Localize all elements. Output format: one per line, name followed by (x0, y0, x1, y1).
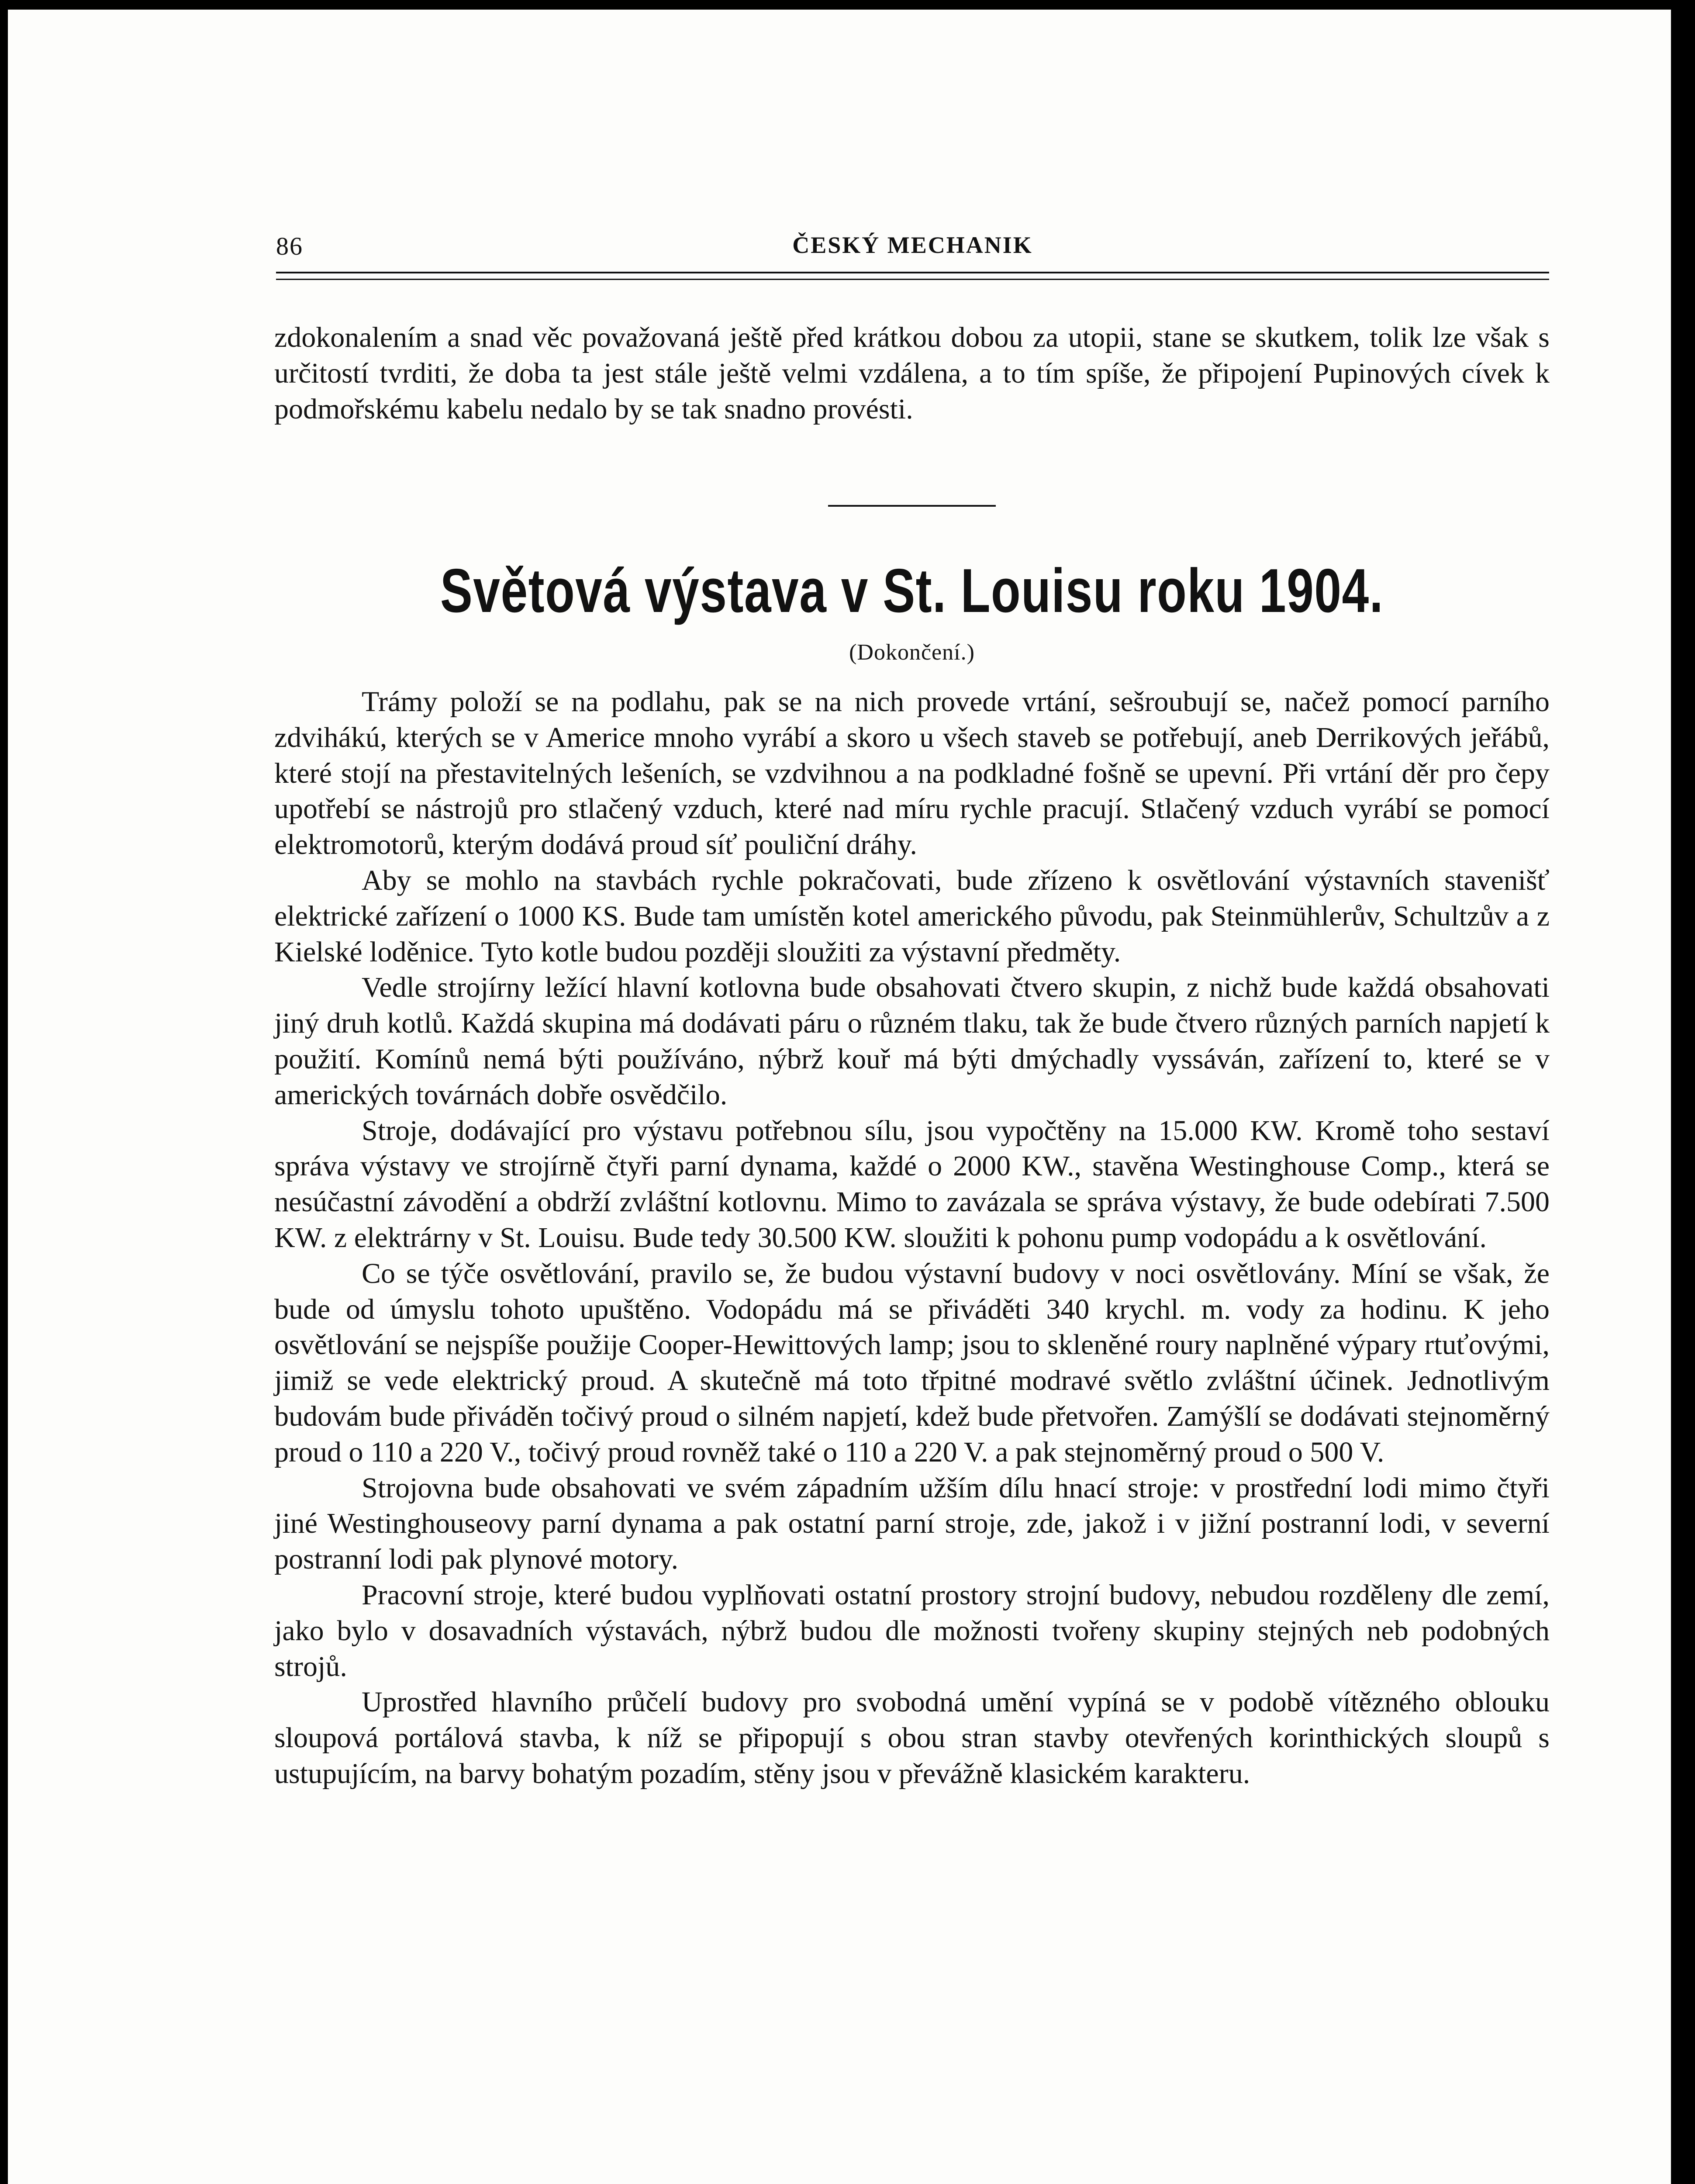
paragraph: Vedle strojírny ležící hlavní kotlovna bude obsahovati čtvero skupin, z nichž bude každá obsahovati jiný druh kotlů. Každá skupina má dodávati páru o různém tlaku, tak že bude čtvero různých parních napjetí k použití. Komínů nemá býti používáno, nýbrž kouř má býti dmýchadly vyssáván, zařízení to, které se v amerických továrnách dobře osvědčilo. (274, 971, 1550, 1111)
scan-border (1678, 0, 1695, 2184)
paragraph: Trámy položí se na podlahu, pak se na nich provede vrtání, sešroubují se, načež pomocí parního zdvihákú, kterých se v Americe mnoho vyrábí a skoro u všech staveb se potřebují, aneb Derrikových jeřábů, které stojí na přestavitelných lešeních, se vzdvihnou a na podkladné fošně se upevní. Při vrtání děr pro čepy upotřebí se nástrojů pro stlačený vzduch, které nad míru rychle pracují. Stlačený vzduch vyrábí se pomocí elektromotorů, kterým dodává proud síť pouliční dráhy. (274, 686, 1550, 861)
paragraph: Pracovní stroje, které budou vyplňovati ostatní prostory strojní budovy, nebudou rozděleny dle zemí, jako bylo v dosavadních výstavách, nýbrž budou dle možnosti tvořeny skupiny stejných neb podobných strojů. (274, 1579, 1550, 1683)
paragraph: Co se týče osvětlování, pravilo se, že budou výstavní budovy v noci osvětlovány. Míní se však, že bude od úmyslu tohoto upuštěno. Vodopádu má se přiváděti 340 krychl. m. vody za hodinu. K jeho osvětlování se nejspíše použije Cooper-Hewittových lamp; jsou to skleněné roury naplněné výpary rtuťovými, jimiž se vede elektrický proud. A skutečně má toto třpitné modravé světlo zvláštní účinek. Jednotlivým budovám bude přiváděn točivý proud o silném napjetí, kdež bude přetvořen. Zamýšlí se dodávati stejnoměrný proud o 110 a 220 V., točivý proud rovněž také o 110 a 220 V. a pak stejnoměrný proud o 500 V. (274, 1257, 1550, 1468)
article-body (274, 684, 1550, 1792)
running-title: ČESKÝ MECHANIK (792, 232, 1033, 258)
article-subtitle: (Dokončení.) (849, 640, 975, 665)
header-rule-secondary (276, 279, 1549, 280)
paragraph: Uprostřed hlavního průčelí budovy pro svobodná umění vypíná se v podobě vítězného oblouku sloupová portálová stavba, k níž se připopují s obou stran stavby otevřených korinthických sloupů s ustupujícím, na barvy bohatým pozadím, stěny jsou v převážně klasickém karakteru. (274, 1686, 1550, 1790)
intro-paragraph: zdokonalením a snad věc považovaná ještě před krátkou dobou za utopii, stane se skutkem, tolik lze však s určitostí tvrditi, že doba ta jest stále ještě velmi vzdálena, a to tím spíše, že připojení Pupinových cívek k podmořskému kabelu nedalo by se tak snadno provésti. (274, 321, 1550, 425)
page-number: 86 (276, 232, 303, 260)
paragraph: Strojovna bude obsahovati ve svém západním užším dílu hnací stroje: v prostřední lodi mimo čtyři jiné Westinghouseovy parní dynama a pak ostatní parní stroje, zde, jakož i v jižní postranní lodi, v severní postranní lodi pak plynové motory. (274, 1472, 1550, 1576)
article-title: Světová výstava v St. Louisu roku 1904. (440, 556, 1384, 625)
intro-text (274, 320, 1550, 427)
paragraph: Aby se mohlo na stavbách rychle pokračovati, bude zřízeno k osvětlování výstavních stavenišť elektrické zařízení o 1000 KS. Bude tam umístěn kotel amerického původu, pak Steinmühlerův, Schultzův a z Kielské loděnice. Tyto kotle budou později sloužiti za výstavní předměty. (274, 864, 1550, 968)
page-header (276, 227, 1549, 266)
header-rule (276, 272, 1549, 273)
section-divider (828, 505, 996, 507)
paragraph: Stroje, dodávající pro výstavu potřebnou sílu, jsou vypočtěny na 15.000 KW. Kromě toho sestaví správa výstavy ve strojírně čtyři parní dynama, každé o 2000 KW., stavěna Westinghouse Comp., která se nesúčastní závodění a obdrží zvláštní kotlovnu. Mimo to zavázala se správa výstavy, že bude odebírati 7.500 KW. z elektrárny v St. Louisu. Bude tedy 30.500 KW. sloužiti k pohonu pump vodopádu a k osvětlování. (274, 1114, 1550, 1254)
